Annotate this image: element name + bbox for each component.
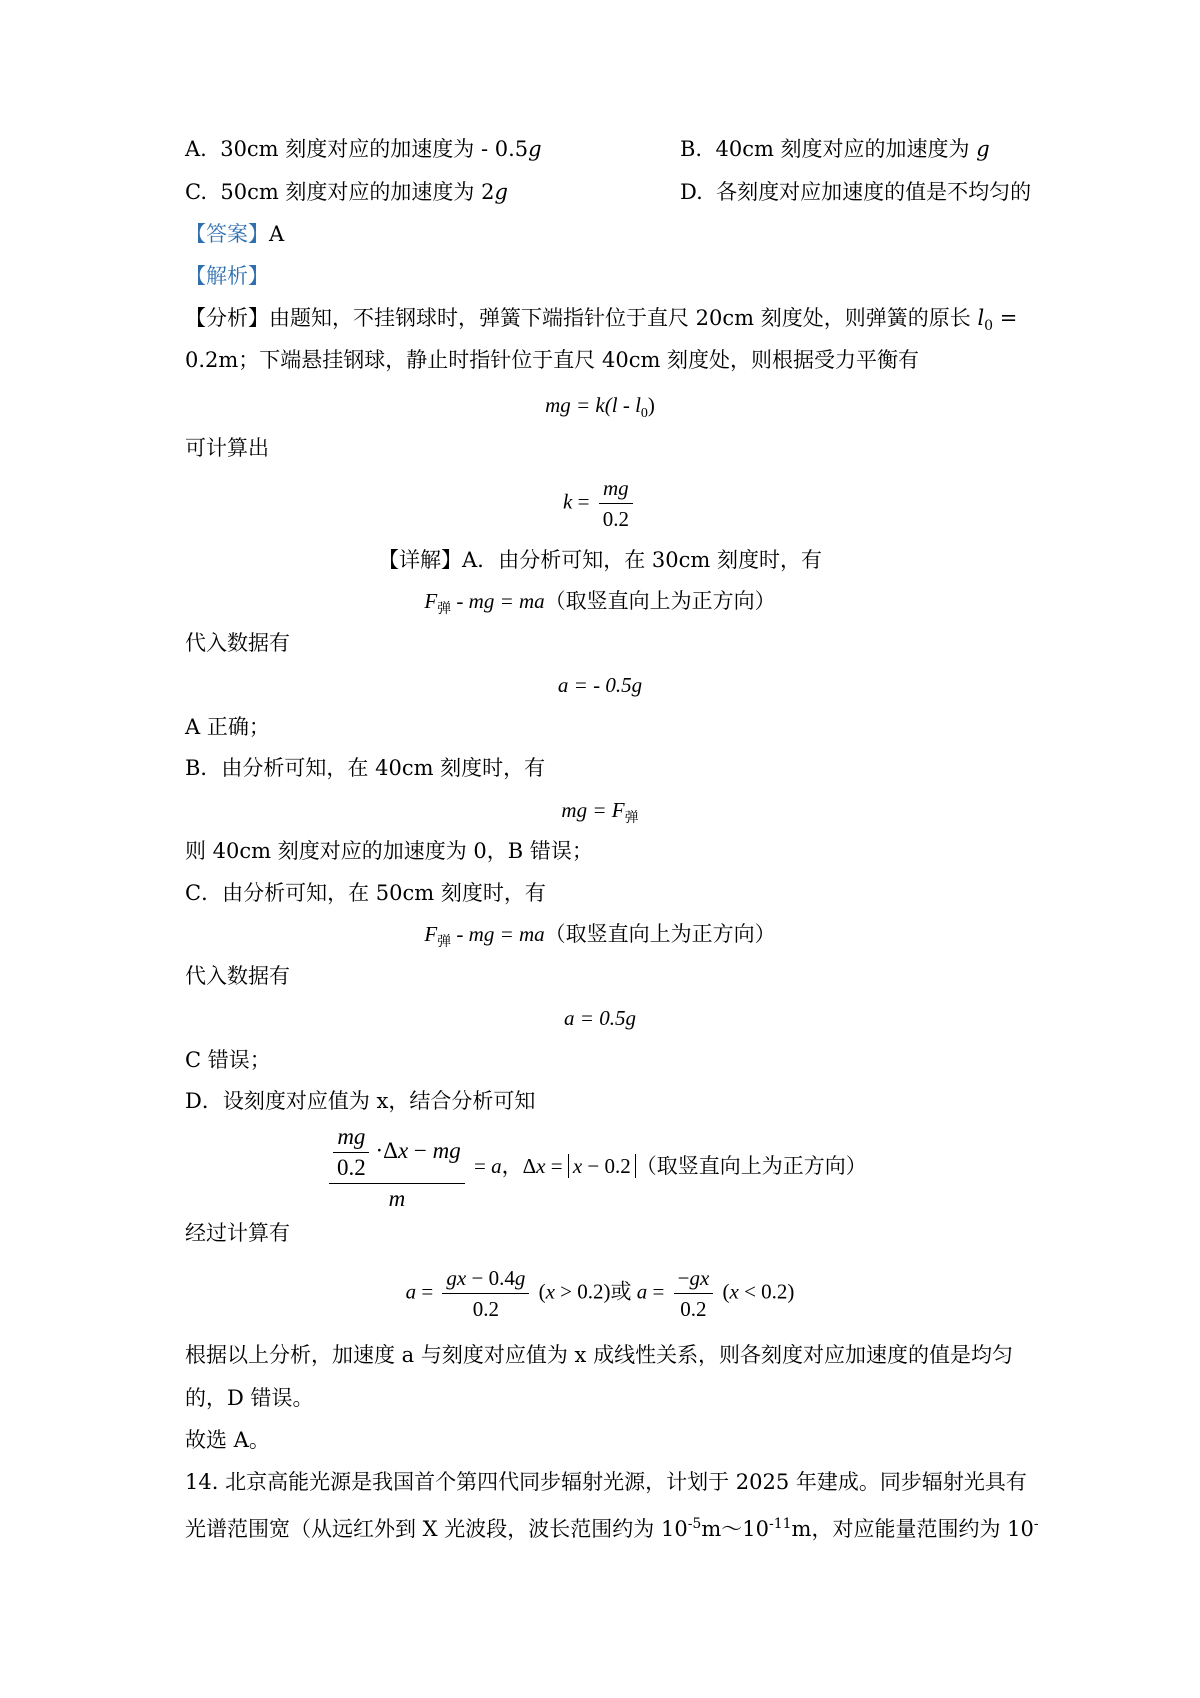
option-d: D. 各刻度对应加速度的值是不均匀的 — [680, 180, 1032, 204]
after-calc-text: 经过计算有 — [185, 1221, 290, 1245]
c-analysis-line: C．由分析可知，在 50cm 刻度时，有 — [185, 881, 546, 905]
equation-force-a: $F_弹$ - mg = ma（取竖直向上为正方向） — [424, 589, 776, 618]
equation-a-value-1: a = - 0.5g — [557, 673, 643, 697]
b-result-text: 则 40cm 刻度对应的加速度为 0，B 错误； — [185, 839, 593, 863]
substitute-text-2: 代入数据有 — [185, 964, 290, 988]
d-analysis-line: D．设刻度对应值为 x，结合分析可知 — [185, 1089, 536, 1113]
analysis-tag: 【解析】 — [185, 264, 269, 288]
equation-a-value-2: a = 0.5g — [564, 1006, 636, 1030]
equation-b: mg = $F_弹$ — [561, 798, 639, 827]
a-correct-text: A 正确； — [185, 715, 270, 739]
conclusion-line-1: 根据以上分析，加速度 a 与刻度对应值为 x 成线性关系，则各刻度对应加速度的值是均匀 — [185, 1343, 1014, 1367]
answer-line — [185, 219, 284, 249]
answer-value: A — [269, 222, 285, 246]
choose-text: 故选 A。 — [185, 1428, 270, 1452]
option-c: C. 50cm 刻度对应的加速度为 2g — [185, 180, 508, 204]
equation-force-c: $F_弹$ - mg = ma（取竖直向上为正方向） — [424, 922, 776, 951]
equation-balance: mg = $k(l - l_0)$ — [545, 393, 655, 422]
c-wrong-text: C 错误； — [185, 1048, 271, 1072]
q14-line-2: 光谱范围宽（从远红外到 X 光波段，波长范围约为 $10^{-5}m\sim 10^{-11}m$，对应能量范围约为 10- — [185, 1516, 1039, 1541]
equation-piecewise: a = $\frac{gx - 0.4g}{0.2}$ (x > 0.2)或 a = $\frac{-gx}{0.2}$ (x < 0.2) — [0, 1263, 1200, 1324]
equation-k: k = $\frac{mg}{0.2}$ — [0, 473, 1200, 534]
analysis-line-1: 【分析】由题知，不挂钢球时，弹簧下端指针位于直尺 20cm 刻度处，则弹簧的原长 $l_0$ = — [185, 306, 1018, 335]
can-calc-text: 可计算出 — [185, 436, 269, 460]
option-a: A. 30cm 刻度对应的加速度为 - 0.5g — [185, 137, 542, 161]
q14-line-1: 14. 北京高能光源是我国首个第四代同步辐射光源，计划于 2025 年建成。同步辐射光具有 — [185, 1470, 1027, 1494]
substitute-text-1: 代入数据有 — [185, 631, 290, 655]
equation-d-compound: $\frac{mg}{0.2}$ ·Δx − mg m = a，Δx = x − 0.2 （取竖直向上为正方向） — [325, 1122, 867, 1214]
answer-tag: 【答案】 — [185, 222, 269, 246]
conclusion-line-2: 的，D 错误。 — [185, 1386, 314, 1410]
b-analysis-line: B．由分析可知，在 40cm 刻度时，有 — [185, 756, 546, 780]
detail-a-line: 【详解】A．由分析可知，在 30cm 刻度时，有 — [378, 548, 822, 572]
analysis-line-2: 0.2m；下端悬挂钢球，静止时指针位于直尺 40cm 刻度处，则根据受力平衡有 — [185, 348, 920, 372]
option-b: B. 40cm 刻度对应的加速度为 g — [680, 137, 990, 161]
